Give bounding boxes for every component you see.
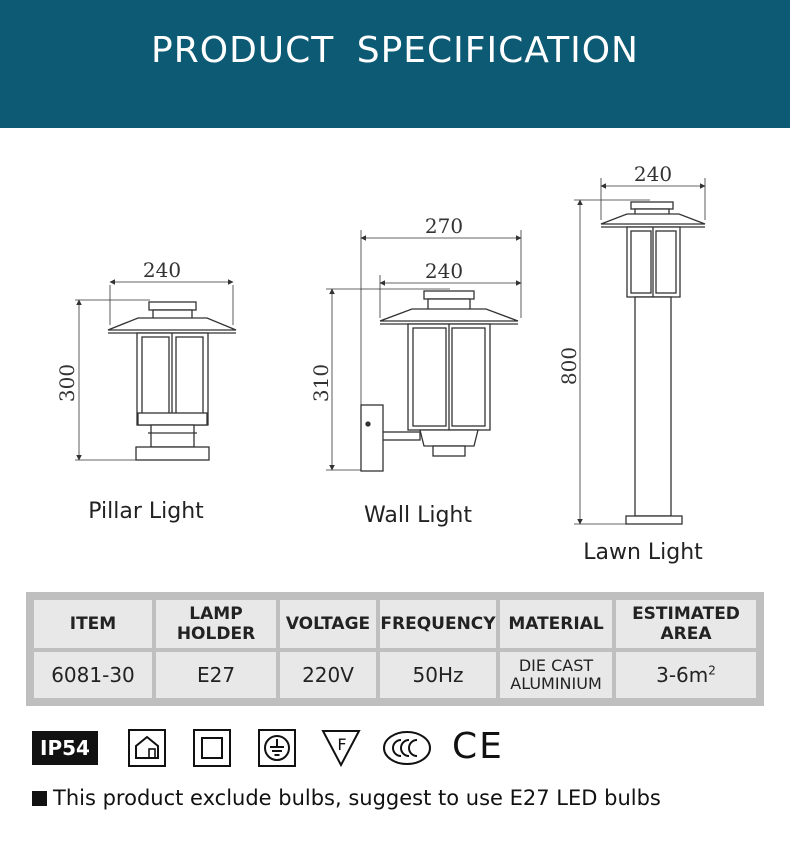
earth-ground-icon xyxy=(257,728,297,768)
certification-icons-row xyxy=(0,720,790,780)
f-mark-triangle-icon xyxy=(320,728,362,768)
header-cell-estimated-area: ESTIMATED AREA xyxy=(616,600,756,648)
ccc-mark-icon xyxy=(381,728,433,768)
header-cell-voltage: VOLTAGE xyxy=(280,600,376,648)
spec-table xyxy=(26,592,764,706)
wall-height-label: 310 xyxy=(309,363,333,403)
lawn-light-drawing xyxy=(574,178,705,524)
lawn-width-label: 240 xyxy=(633,162,673,186)
value-cell-lamp-holder: E27 xyxy=(156,652,276,698)
wall-light-caption: Wall Light xyxy=(364,503,472,528)
pillar-height-label: 300 xyxy=(55,363,79,403)
value-cell-voltage: 220V xyxy=(280,652,376,698)
header-cell-material: MATERIAL xyxy=(500,600,612,648)
pillar-light-caption: Pillar Light xyxy=(88,499,204,524)
value-cell-material: DIE CAST ALUMINIUM xyxy=(500,652,612,698)
wall-width-label: 240 xyxy=(424,259,464,283)
wall-light-drawing xyxy=(326,230,521,471)
header-cell-item: ITEM xyxy=(34,600,152,648)
house-class-icon xyxy=(127,728,167,768)
value-cell-item: 6081-30 xyxy=(34,652,152,698)
ce-mark-icon: CE xyxy=(452,726,504,767)
square-bullet-icon xyxy=(32,791,47,806)
class-ii-square-icon xyxy=(192,728,232,768)
ip-rating-badge: IP54 xyxy=(32,731,98,765)
svg-text:F: F xyxy=(337,735,347,754)
header-cell-frequency: FREQUENCY xyxy=(380,600,496,648)
header-banner xyxy=(0,0,790,128)
value-cell-area: $3-6m^2$ xyxy=(616,652,756,698)
pillar-light-drawing xyxy=(75,282,236,460)
wall-outer-width-label: 270 xyxy=(424,214,464,238)
bulb-note xyxy=(32,786,661,810)
page-title: PRODUCT SPECIFICATION xyxy=(151,30,639,71)
bulb-note-text: This product exclude bulbs, suggest to use E27 LED bulbs xyxy=(53,786,661,810)
lawn-height-label: 800 xyxy=(557,346,581,386)
pillar-width-label: 240 xyxy=(142,258,182,282)
header-cell-lamp-holder: LAMP HOLDER xyxy=(156,600,276,648)
value-cell-frequency: 50Hz xyxy=(380,652,496,698)
lawn-light-caption: Lawn Light xyxy=(583,540,703,565)
